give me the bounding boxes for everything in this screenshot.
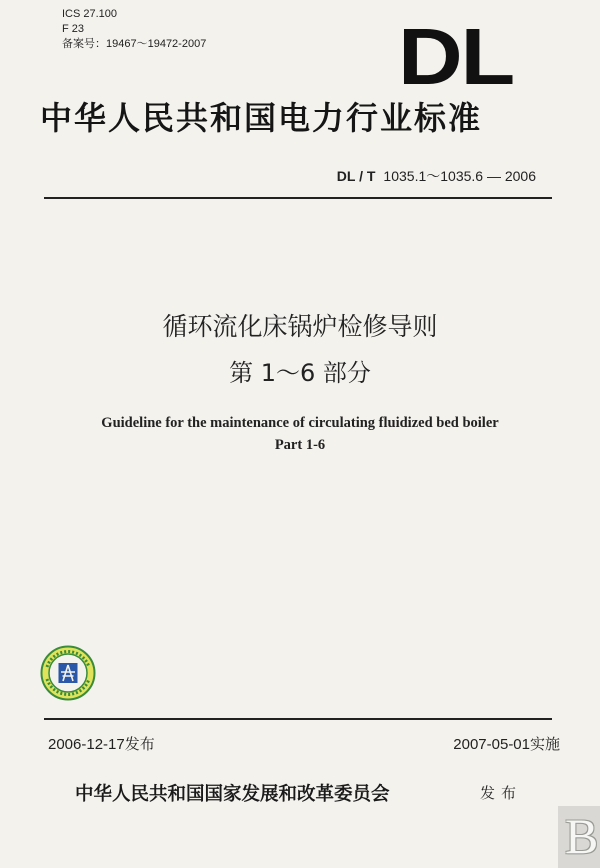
standard-number-value: 1035.1～1035.6 — 2006 xyxy=(383,168,536,184)
corner-letter: B xyxy=(565,808,599,864)
classification-block xyxy=(62,7,206,52)
top-divider xyxy=(44,197,552,199)
document-title-en: Guideline for the maintenance of circulating fluidized bed boiler xyxy=(101,415,499,431)
category-code: F 23 xyxy=(62,23,85,35)
issue-date: 2006-12-17发布 xyxy=(48,736,155,753)
standard-title: 中华人民共和国电力行业标准 xyxy=(40,99,483,137)
document-part-cn: 第 1～6 部分 xyxy=(229,359,371,387)
implementation-date: 2007-05-01实施 xyxy=(453,736,560,753)
ics-code: ICS 27.100 xyxy=(62,8,118,20)
record-number: 备案号：19467～19472-2007 xyxy=(62,38,207,50)
corner-watermark xyxy=(558,806,600,868)
document-part-en: Part 1-6 xyxy=(274,437,326,453)
standard-number-prefix: DL / T xyxy=(336,168,376,184)
document-title-cn: 循环流化床锅炉检修导则 xyxy=(162,312,438,341)
standard-number xyxy=(337,166,536,186)
publisher-seal-icon xyxy=(40,645,96,701)
bottom-divider xyxy=(44,718,552,720)
publish-label: 发布 xyxy=(480,784,523,802)
dl-logo: DL xyxy=(398,12,513,101)
publisher-name: 中华人民共和国国家发展和改革委员会 xyxy=(75,784,390,805)
